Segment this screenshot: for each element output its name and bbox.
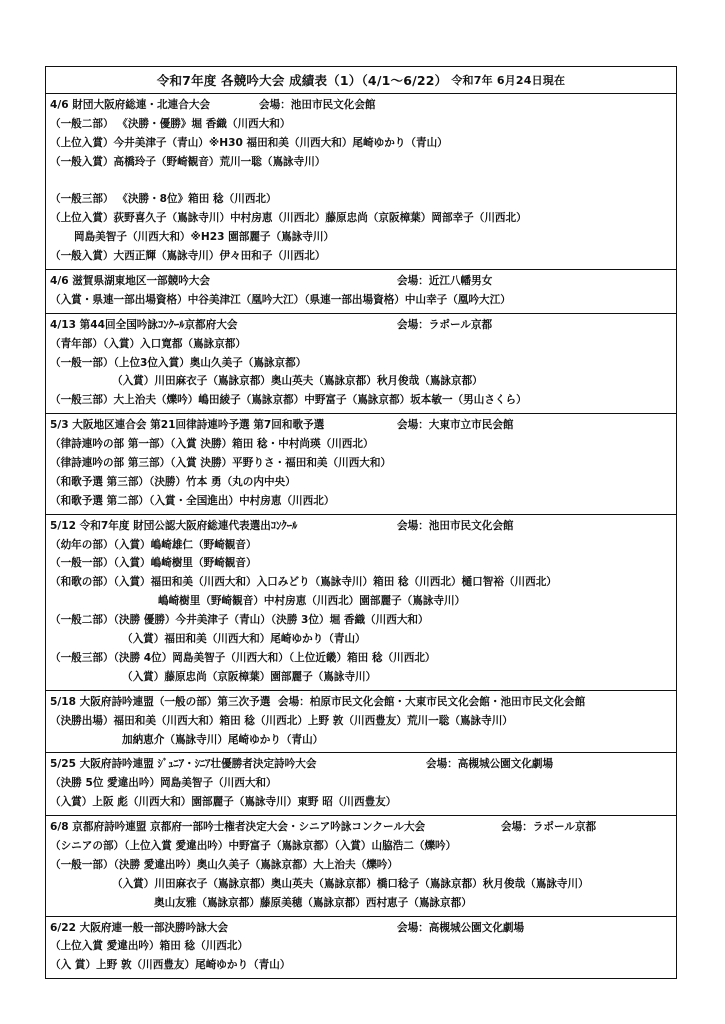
result-line: 岡島美智子（川西大和）※H23 園部麗子（嶌詠寺川） <box>74 231 335 244</box>
event-section <box>46 94 676 270</box>
event-venue: 会場：大東市立市民会館 <box>397 419 514 432</box>
results-table <box>45 66 677 979</box>
result-line: （一般三部） 《決勝・8位》箱田 稔（川西北） <box>50 193 277 206</box>
result-line: （上位入賞）今井美津子（青山）※H30 福田和美（川西大和）尾崎ゆかり（青山） <box>50 136 448 149</box>
event-section <box>46 414 676 514</box>
event-heading <box>46 919 676 938</box>
result-line: 加納恵介（嶌詠寺川）尾崎ゆかり（青山） <box>122 733 324 746</box>
result-line: （一般二部）（決勝 優勝）今井美津子（青山）（決勝 3位）堀 香織（川西大和） <box>50 614 429 627</box>
event-heading <box>46 96 676 115</box>
result-line: （入賞）福田和美（川西大和）尾崎ゆかり（青山） <box>122 633 366 646</box>
event-section <box>46 691 676 754</box>
event-title: 5/12 令和7年度 財団公認大阪府総連代表選出ｺﾝｸｰﾙ <box>50 519 298 532</box>
result-line: （和歌予選 第二部）（入賞・全国進出）中村房恵（川西北） <box>50 494 335 507</box>
event-heading <box>46 818 676 837</box>
page-title: 令和7年度 各競吟大会 成績表（1）（4/1～6/22） <box>156 73 448 88</box>
result-line: （一般一部）（上位3位入賞）奥山久美子（嶌詠京都） <box>50 356 307 369</box>
title-row <box>46 67 676 94</box>
result-line: （決勝 5位 愛違出吟）岡島美智子（川西大和） <box>50 777 277 790</box>
event-venue: 会場：高槻城公園文化劇場 <box>426 758 554 771</box>
result-line: （一般入賞）大西正輝（嶌詠寺川）伊々田和子（川西北） <box>50 250 326 263</box>
result-line: （青年部）（入賞）入口寛都（嶌詠京都） <box>50 337 246 350</box>
event-title: 4/6 財団大阪府総連・北連合大会 <box>50 99 211 111</box>
result-line: （律詩連吟の部 第一部）（入賞 決勝）箱田 稔・中村尚瑛（川西北） <box>50 438 374 451</box>
event-venue: 会場：ラポール京都 <box>397 318 493 331</box>
event-venue: 会場：ラポール京都 <box>501 821 597 834</box>
event-title: 5/3 大阪地区連合会 第21回律詩連吟予選 第7回和歌予選 <box>50 419 325 432</box>
event-heading <box>46 416 676 435</box>
event-title: 6/8 京都府詩吟連盟 京都府一部吟士権者決定大会・シニア吟詠コンクール大会 <box>50 821 426 834</box>
result-line: （入賞）川田麻衣子（嶌詠京都）奥山英夫（嶌詠京都）秋月俊哉（嶌詠京都） <box>112 375 483 388</box>
result-line: （律詩連吟の部 第三部）（入賞 決勝）平野りさ・福田和美（川西大和） <box>50 457 392 470</box>
event-venue: 会場：柏原市民文化会館・大東市民文化会館・池田市民文化会館 <box>278 695 586 708</box>
result-line: （上位入賞 愛違出吟）箱田 稔（川西北） <box>50 940 249 953</box>
result-line: 奥山友雅（嶌詠京都）藤原美穂（嶌詠京都）西村恵子（嶌詠京都） <box>154 896 472 909</box>
result-line: （幼年の部）（入賞）嶋崎雄仁（野崎観音） <box>50 538 257 551</box>
event-section <box>46 270 676 314</box>
result-line: （一般三部）（決勝 4位）岡島美智子（川西大和）（上位近畿）箱田 稔（川西北） <box>50 651 436 664</box>
event-venue: 会場：高槻城公園文化劇場 <box>397 921 525 934</box>
event-title: 5/18 大阪府詩吟連盟（一般の部）第三次予選 <box>50 695 271 708</box>
event-venue: 会場：近江八幡男女 <box>397 275 493 288</box>
event-title: 4/13 第44回全国吟詠ｺﾝｸｰﾙ京都府大会 <box>50 318 238 331</box>
sections-container <box>46 94 676 978</box>
result-line: （一般入賞）高橋玲子（野崎観音）荒川一聡（嶌詠寺川） <box>50 155 326 168</box>
result-line: （一般二部） 《決勝・優勝》堀 香織（川西大和） <box>50 117 291 130</box>
event-venue: 会場：池田市民文化会館 <box>397 519 514 532</box>
event-heading <box>46 693 676 712</box>
result-line: 嶋崎樹里（野崎観音）中村房恵（川西北）園部麗子（嶌詠寺川） <box>158 595 466 608</box>
result-line: （シニアの部）（上位入賞 愛違出吟）中野富子（嶌詠京都）（入賞）山脇浩二（爍吟） <box>50 839 457 852</box>
event-section <box>46 515 676 691</box>
result-line: （決勝出場）福田和美（川西大和）箱田 稔（川西北）上野 敦（川西豊友）荒川一聡（嶌詠寺川） <box>50 714 513 727</box>
event-title: 6/22 大阪府連一般一部決勝吟詠大会 <box>50 921 228 934</box>
result-line: （入賞）上阪 彪（川西大和）園部麗子（嶌詠寺川）東野 昭（川西豊友） <box>50 796 397 809</box>
result-line: （和歌予選 第三部）（決勝）竹本 勇（丸の内中央） <box>50 475 296 488</box>
result-line: （入賞）川田麻衣子（嶌詠京都）奥山英夫（嶌詠京都）橋口稔子（嶌詠京都）秋月俊哉（嶌詠寺川） <box>112 877 589 890</box>
as-of-date: 令和7年 6月24日現在 <box>451 74 566 87</box>
result-line: （入賞）藤原忠尚（京阪樟葉）園部麗子（嶌詠寺川） <box>122 670 377 683</box>
event-title: 4/6 滋賀県湖東地区一部競吟大会 <box>50 275 211 288</box>
event-section <box>46 917 676 979</box>
result-line: （一般一部）（決勝 愛違出吟）奥山久美子（嶌詠京都）大上治夫（爍吟） <box>50 858 398 871</box>
event-section <box>46 314 676 414</box>
event-heading <box>46 272 676 291</box>
result-line: （一般三部）大上治夫（爍吟）嶋田綾子（嶌詠京都）中野富子（嶌詠京都）坂本敏一（男山さくら） <box>50 394 527 407</box>
result-line <box>46 172 676 191</box>
event-heading <box>46 517 676 536</box>
event-heading <box>46 755 676 774</box>
event-venue: 会場：池田市民文化会館 <box>259 99 376 111</box>
result-line: （入 賞）上野 敦（川西豊友）尾崎ゆかり（青山） <box>50 959 291 972</box>
event-heading <box>46 316 676 335</box>
result-line: （一般一部）（入賞）嶋崎樹里（野崎観音） <box>50 557 257 570</box>
event-section <box>46 753 676 816</box>
result-line: （和歌の部）（入賞）福田和美（川西大和）入口みどり（嶌詠寺川）箱田 稔（川西北）樋口智裕（川西北） <box>50 576 557 589</box>
result-line: （入賞・県連一部出場資格）中谷美津江（凰吟大江）（県連一部出場資格）中山幸子（凰吟大江） <box>50 293 511 306</box>
event-section <box>46 816 676 916</box>
result-line: （上位入賞）荻野喜久子（嶌詠寺川）中村房恵（川西北）藤原忠尚（京阪樟葉）岡部幸子（川西北） <box>50 212 527 225</box>
event-title: 5/25 大阪府詩吟連盟 ｼﾞｭﾆｱ・ｼﾆｱ壮優勝者決定詩吟大会 <box>50 758 317 771</box>
